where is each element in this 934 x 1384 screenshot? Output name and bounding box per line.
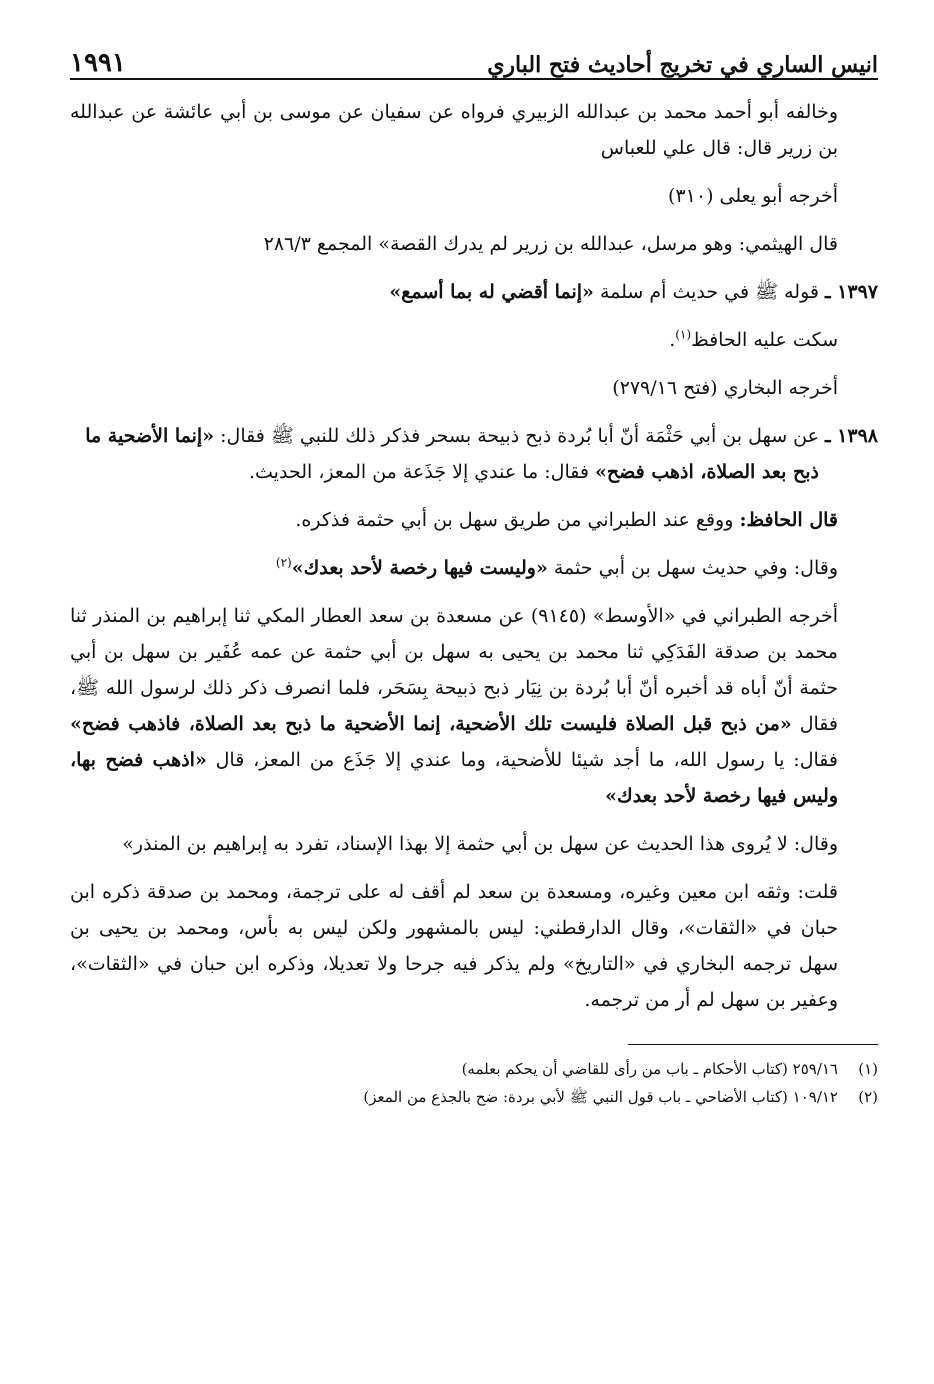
footnote-divider — [628, 1044, 878, 1045]
hadith-number: ١٣٩٨ ـ — [824, 425, 878, 447]
paragraph-2: أخرجه أبو يعلى (٣١٠) — [668, 185, 838, 207]
document-page — [70, 36, 878, 1356]
paragraph-8-text-1: أخرجه الطبراني في «الأوسط» (٩١٤٥) عن مسعدة بن سعد العطار المكي ثنا إبراهيم بن المنذر ثنا محمد بن صدقة الفَدَكِي ثنا محمد بن يحيى به سهل بن أبي حثمة عن عمه عُفَير بن سهل بن أبي حثمة أنّ أباه قد أخبره أنّ أبا بُردة بن نِيَار ذبح ذبيحة بِسَحَر، فلما انصرف ذكر ذلك لرسول الله ﷺ، فقال — [70, 605, 838, 735]
paragraph-7 — [70, 550, 878, 586]
footnote-1 — [70, 1055, 878, 1083]
paragraph-10: قلت: وثقه ابن معين وغيره، ومسعدة بن سعد لم أقف له على ترجمة، ومحمد بن صدقة ذكره ابن حبان في «الثقات»، وقال الدارقطني: ليس بالمشهور ولكن ليس به بأس، ومحمد بن يحيى بن سهل ترجمه البخاري في «التاريخ» ولم يذكر فيه جرحا ولا تعديلا، وذكره ابن حبان في «الثقات»، وعفير بن سهل لم أر من ترجمه. — [70, 881, 838, 1011]
hadith-rest: فقال: ما عندي إلا جَذَعة من المعز، الحديث. — [248, 461, 589, 483]
page-header — [70, 36, 878, 80]
page-number: ١٩٩١ — [70, 48, 126, 78]
footnote-text: ١٠٩/١٢ (كتاب الأضاحي ـ باب قول النبي ﷺ لأبي بردة: ضح بالجذع من المعز) — [363, 1088, 838, 1106]
paragraph-7-quote: «وليست فيها رخصة لأحد بعدك» — [291, 557, 548, 579]
hadith-1397 — [70, 274, 878, 310]
paragraph-8-quote-2: «اذهب فضح بها، وليس فيها رخصة لأحد بعدك» — [70, 749, 838, 807]
paragraph-4 — [70, 322, 878, 358]
paragraph-8-quote-1: «من ذبح قبل الصلاة فليست تلك الأضحية، إنما الأضحية ما ذبح بعد الصلاة، فاذهب فضح» — [70, 713, 792, 735]
hadith-text — [70, 418, 819, 490]
paragraph-5: أخرجه البخاري (فتح ٢٧٩/١٦) — [612, 377, 838, 399]
paragraph-4-text: سكت عليه الحافظ — [691, 329, 838, 351]
footnote-number: (١) — [858, 1060, 878, 1078]
footnote-text: ٢٥٩/١٦ (كتاب الأحكام ـ باب من رأى للقاضي أن يحكم بعلمه) — [461, 1060, 838, 1078]
hadith-text — [70, 274, 819, 310]
paragraph-9: وقال: لا يُروى هذا الحديث عن سهل بن أبي حثمة إلا بهذا الإسناد، تفرد به إبراهيم بن المنذر» — [122, 833, 838, 855]
hadith-1398 — [70, 418, 878, 490]
paragraph-7-intro: وقال: وفي حديث سهل بن أبي حثمة — [553, 557, 838, 579]
hadith-line-1: عن سهل بن أبي حَثْمَة أنّ أبا بُردة ذبح ذبيحة بسحر فذكر ذلك للنبي ﷺ — [270, 425, 819, 447]
paragraph-1: وخالفه أبو أحمد محمد بن عبدالله الزبيري فرواه عن سفيان عن موسى بن أبي عائشة عن عبدالله بن زرير قال: قال علي للعباس — [70, 101, 838, 159]
hafiz-label: قال الحافظ: — [739, 509, 838, 531]
footnote-ref-1: (١) — [675, 327, 692, 342]
footnotes — [70, 1055, 878, 1111]
footnote-number: (٢) — [858, 1088, 878, 1106]
hadith-said: فقال: — [220, 425, 265, 447]
paragraph-6-text: ووقع عند الطبراني من طريق سهل بن أبي حثمة فذكره. — [295, 509, 734, 531]
paragraph-8-text-2: فقال: يا رسول الله، ما أجد شيئا للأضحية، وما عندي إلا جَذَع من المعز، قال — [215, 749, 838, 771]
page-body — [70, 94, 878, 1018]
paragraph-8 — [70, 598, 878, 814]
paragraph-3: قال الهيثمي: وهو مرسل، عبدالله بن زرير لم يدرك القصة» المجمع ٢٨٦/٣ — [263, 233, 838, 255]
hadith-quote: «إنما الأضحية ما ذبح بعد الصلاة، اذهب فضح» — [85, 425, 819, 483]
hadith-number: ١٣٩٧ ـ — [824, 281, 878, 303]
footnote-ref-2: (٢) — [275, 555, 292, 570]
hadith-quote: «إنما أقضي له بما أسمع» — [389, 281, 594, 303]
paragraph-6 — [70, 502, 878, 538]
footnote-2 — [70, 1083, 878, 1111]
running-title: انيس الساري في تخريج أحاديث فتح الباري — [487, 52, 878, 78]
paragraph-4-end: . — [669, 329, 676, 351]
hadith-intro: قوله ﷺ في حديث أم سلمة — [599, 281, 819, 303]
